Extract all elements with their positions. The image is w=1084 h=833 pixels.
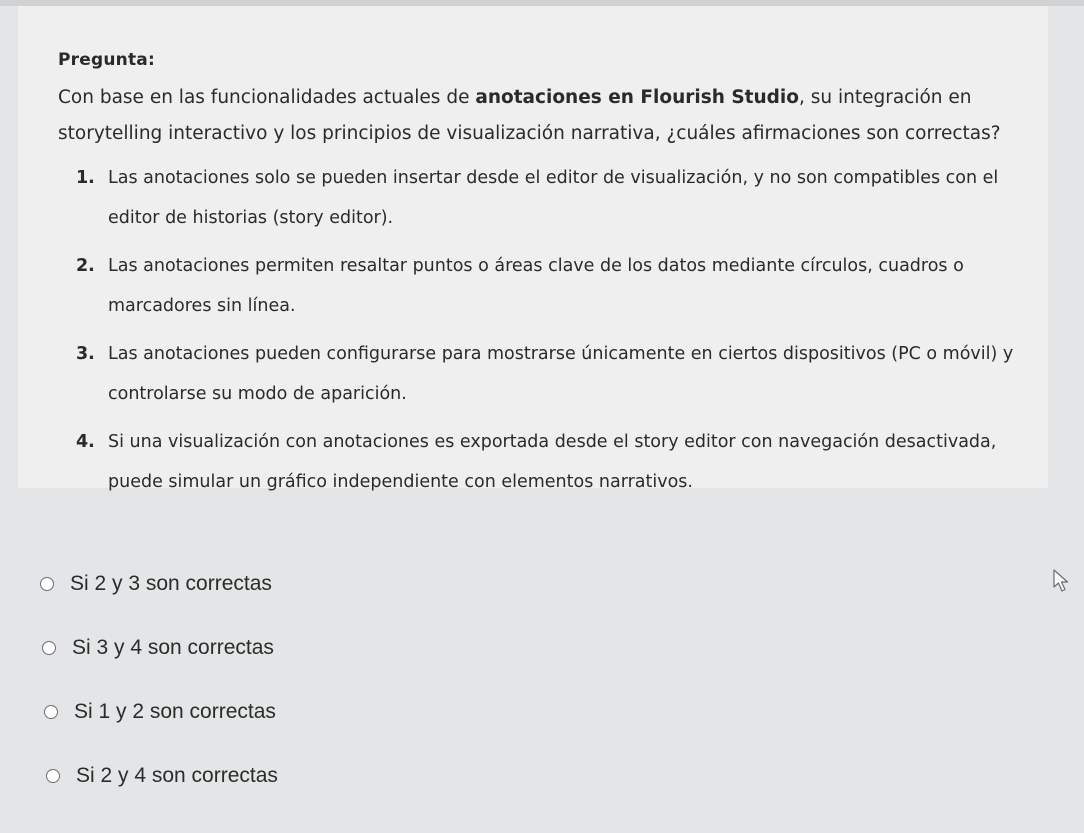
question-label: Pregunta: xyxy=(58,50,155,70)
statement-number: 4. xyxy=(76,432,95,452)
statement-text: Si una visualización con anotaciones es exportada desde el story editor con navegación desactivada, puede simular un gráfico independiente con elementos narrativos. xyxy=(108,432,997,492)
radio-circle-icon[interactable] xyxy=(46,769,60,783)
statement-4 xyxy=(58,422,1028,502)
option-label: Si 2 y 4 son correctas xyxy=(76,764,278,787)
mouse-pointer-icon xyxy=(1052,568,1074,594)
option-label: Si 2 y 3 son correctas xyxy=(70,572,272,595)
option-label: Si 1 y 2 son correctas xyxy=(74,700,276,723)
statement-2 xyxy=(58,246,1028,326)
statement-number: 3. xyxy=(76,344,95,364)
option-1-y-2[interactable] xyxy=(44,700,276,724)
statement-1 xyxy=(58,158,1028,238)
option-3-y-4[interactable] xyxy=(42,636,274,660)
statement-text: Las anotaciones permiten resaltar puntos o áreas clave de los datos mediante círculos, cuadros o marcadores sin línea. xyxy=(108,256,964,316)
question-card xyxy=(18,6,1048,492)
radio-circle-icon[interactable] xyxy=(40,577,54,591)
option-2-y-4[interactable] xyxy=(46,764,278,788)
option-label: Si 3 y 4 son correctas xyxy=(72,636,274,659)
statement-text: Las anotaciones solo se pueden insertar desde el editor de visualización, y no son compatibles con el editor de historias (story editor). xyxy=(108,168,999,228)
question-intro-after: , su integración en storytelling interactivo y los principios de visualización narrativa, ¿cuáles afirmaciones son correctas? xyxy=(58,87,1001,144)
question-intro-before: Con base en las funcionalidades actuales de xyxy=(58,87,476,108)
option-2-y-3[interactable] xyxy=(40,572,272,596)
statement-3 xyxy=(58,334,1028,414)
radio-circle-icon[interactable] xyxy=(42,641,56,655)
statement-number: 1. xyxy=(76,168,95,188)
statement-text: Las anotaciones pueden configurarse para mostrarse únicamente en ciertos dispositivos (PC o móvil) y controlarse su modo de aparición. xyxy=(108,344,1014,404)
statement-number: 2. xyxy=(76,256,95,276)
radio-circle-icon[interactable] xyxy=(44,705,58,719)
question-text xyxy=(58,80,1038,152)
question-intro-bold: anotaciones en Flourish Studio xyxy=(475,87,799,108)
